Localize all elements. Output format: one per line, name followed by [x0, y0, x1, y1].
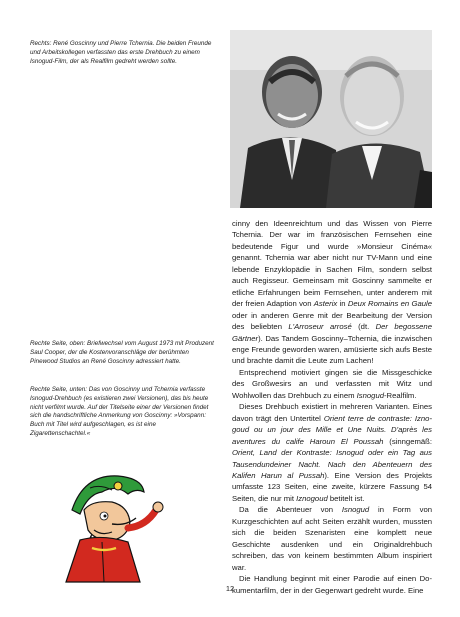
text-run: in [337, 299, 348, 309]
article-body [232, 218, 432, 596]
text-run: in Form von Kurzgeschichten auf acht Seiten erzählt wurden, mussten sich die beiden Szenaristen eine komplett neue Geschichte ausdenken und ein Originaldrehbuch schreiben, das von keinem bestimmten Album inspiriert war. [232, 505, 432, 572]
italic-title: Deux Romains en Gaule [347, 299, 432, 309]
text-run: ). Das Tandem Goscinny–Tchernia, die inzwischen enge Freunde geworden waren, amüsierte sich aufs Beste und brachte damit die Leute zum Lachen! [232, 333, 432, 366]
paragraph-1 [232, 218, 432, 367]
italic-title: L'Arroseur arrosé [288, 322, 352, 332]
photo-caption-top: Rechts: René Goscinny und Pierre Tchernia. Die beiden Freunde und Arbeitskollegen verfassten das erste Drehbuch zu einem Isnogud-Film, der als Realfilm gedreht werden sollte. [30, 40, 212, 65]
italic-title: Iznogoud [296, 493, 328, 503]
photo-caption-bottom: Rechte Seite, unten: Das von Goscinny und Tchernia verfasste Isnogud-Drehbuch (es existieren zwei Versionen), das bis heute nicht verfilmt wurde. Auf der Titelseite einer der Versionen findet sich die handschriftliche Anmerkung von Goscinny: »Vorspann: Buch mit Titel wird aufgeschlagen, es ist eine Zigarettenschachtel.« [30, 386, 209, 437]
text-run: -Realfilm. [384, 390, 417, 400]
text-run: cinny den Ideenreichtum und das Wissen von Pierre Tchernia. Der war im französischen Fernsehen eine bedeutende Figur und wurde »Monsieur Cinéma« genannt. Tchernia war aber nicht nur TV-Mann und eine lebende Enzyklopädie in Sachen Film, sondern selbst auch Regisseur. Gemeinsam mit Goscinny sammelte er etliche Erfahrungen beim Fernsehen, unter anderem mit der freien Adaption von [232, 219, 432, 309]
italic-title: Orient terre de contraste: Iznogoud ou un jour des Mille et Une Nuits. D'après les aventures du calife Haroun El Poussah [232, 413, 432, 446]
italic-title: Isnogud [341, 505, 370, 515]
italic-title: Orient, Land der Kontraste: Isnogud oder ein Tag aus Tausendundeiner Nacht. Nach den Abenteuern des Kalifen Harun al Pussah [232, 448, 432, 480]
italic-title: Asterix [313, 299, 338, 309]
portrait-photo-image [230, 30, 432, 208]
text-run: Die Handlung beginnt mit einer Parodie auf einen Dokumentarfilm, der in der Gegenwart gedreht wurde. Eine [232, 574, 432, 595]
photo-caption-middle: Rechte Seite, oben: Briefwechsel vom August 1973 mit Produzent Saul Cooper, der die Kostenvoranschläge der berühmten Pinewood Studios an René Goscinny adressiert hatte. [30, 340, 214, 365]
iznogoud-illustration [32, 470, 182, 585]
portrait-photo [230, 30, 432, 208]
iznogoud-drawing [32, 470, 182, 585]
text-run: ). Eine Version des Projekts umfasste 123 Seiten, eine zweite, kürzere Fassung 54 Seiten, die nur mit [232, 470, 432, 503]
paragraph-2 [232, 367, 432, 401]
paragraph-3 [232, 401, 432, 504]
italic-title: Isnogud [356, 390, 384, 400]
text-run: betitelt ist. [327, 493, 365, 503]
text-run: Dieses Drehbuch existiert in mehreren Varianten. Eines davon trägt den Untertitel [232, 402, 432, 423]
text-run: (sinngemäß: [383, 436, 432, 446]
text-run: (dt. [351, 322, 376, 332]
text-run: oder in anderen Genre mit der Bearbeitung der Version des beliebten [232, 310, 432, 332]
page-number: 12 [225, 584, 235, 593]
text-run: Entsprechend motiviert gingen sie die Missgeschicke des Großwesirs an und verfassten mit Witz und Wohlwollen das Drehbuch zu einem [232, 367, 432, 400]
text-run: Da die Abenteuer von [239, 505, 342, 515]
italic-title: Der begossene Gärtner [232, 322, 432, 343]
paragraph-4 [232, 504, 432, 573]
